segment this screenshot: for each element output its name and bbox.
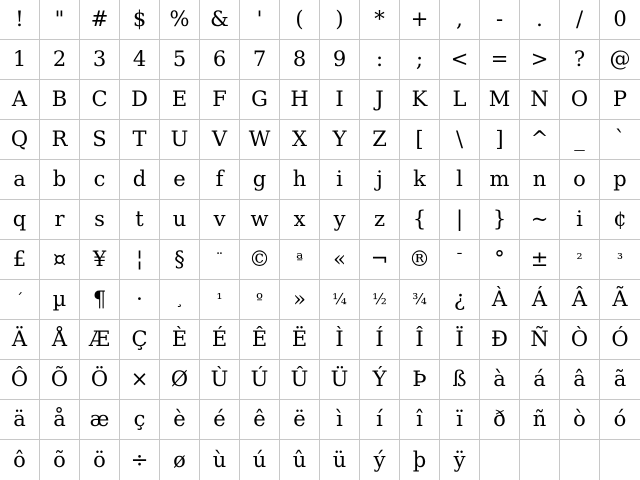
glyph-cell[interactable] [520, 440, 560, 480]
glyph-cell[interactable]: N [520, 80, 560, 120]
glyph-cell[interactable]: µ [40, 280, 80, 320]
glyph-cell[interactable]: ® [400, 240, 440, 280]
glyph-cell[interactable]: È [160, 320, 200, 360]
glyph-cell[interactable]: Â [560, 280, 600, 320]
glyph-cell[interactable]: Ä [0, 320, 40, 360]
glyph-cell[interactable]: ( [280, 0, 320, 40]
glyph-cell[interactable]: ¸ [160, 280, 200, 320]
glyph-cell[interactable]: o [560, 160, 600, 200]
glyph-cell[interactable]: r [40, 200, 80, 240]
glyph-cell[interactable]: U [160, 120, 200, 160]
glyph-cell[interactable]: w [240, 200, 280, 240]
glyph-cell[interactable]: ³ [600, 240, 640, 280]
glyph-cell[interactable]: ù [200, 440, 240, 480]
glyph-cell[interactable]: d [120, 160, 160, 200]
glyph-cell[interactable]: , [440, 0, 480, 40]
glyph-cell[interactable]: " [40, 0, 80, 40]
glyph-cell[interactable]: ? [560, 40, 600, 80]
glyph-cell[interactable]: j [360, 160, 400, 200]
glyph-cell[interactable]: G [240, 80, 280, 120]
glyph-cell[interactable]: g [240, 160, 280, 200]
glyph-cell[interactable]: » [280, 280, 320, 320]
glyph-cell[interactable]: ý [360, 440, 400, 480]
glyph-cell[interactable] [600, 440, 640, 480]
glyph-cell[interactable]: b [40, 160, 80, 200]
glyph-cell[interactable]: S [80, 120, 120, 160]
glyph-cell[interactable]: f [200, 160, 240, 200]
glyph-cell[interactable]: ¨ [200, 240, 240, 280]
glyph-cell[interactable]: ¼ [320, 280, 360, 320]
glyph-cell[interactable]: ÿ [440, 440, 480, 480]
glyph-cell[interactable]: x [280, 200, 320, 240]
glyph-cell[interactable]: 0 [600, 0, 640, 40]
glyph-cell[interactable]: ú [240, 440, 280, 480]
glyph-cell[interactable]: · [120, 280, 160, 320]
glyph-cell[interactable]: $ [120, 0, 160, 40]
glyph-cell[interactable]: T [120, 120, 160, 160]
glyph-cell[interactable]: ¾ [400, 280, 440, 320]
glyph-cell[interactable]: X [280, 120, 320, 160]
glyph-cell[interactable]: ' [240, 0, 280, 40]
glyph-cell[interactable]: q [0, 200, 40, 240]
glyph-cell[interactable]: £ [0, 240, 40, 280]
glyph-cell[interactable]: × [120, 360, 160, 400]
glyph-cell[interactable]: Û [280, 360, 320, 400]
glyph-cell[interactable]: V [200, 120, 240, 160]
glyph-cell[interactable]: u [160, 200, 200, 240]
glyph-cell[interactable]: ¿ [440, 280, 480, 320]
glyph-cell[interactable]: è [160, 400, 200, 440]
glyph-cell[interactable]: Ó [600, 320, 640, 360]
glyph-cell[interactable]: - [480, 0, 520, 40]
glyph-cell[interactable]: ¦ [120, 240, 160, 280]
glyph-cell[interactable]: D [120, 80, 160, 120]
glyph-cell[interactable]: # [80, 0, 120, 40]
glyph-cell[interactable]: ¢ [600, 200, 640, 240]
glyph-cell[interactable]: « [320, 240, 360, 280]
glyph-cell[interactable]: Q [0, 120, 40, 160]
glyph-cell[interactable]: : [360, 40, 400, 80]
glyph-cell[interactable]: ï [440, 400, 480, 440]
glyph-cell[interactable]: P [600, 80, 640, 120]
glyph-cell[interactable]: É [200, 320, 240, 360]
glyph-cell[interactable]: ¤ [40, 240, 80, 280]
glyph-cell[interactable]: õ [40, 440, 80, 480]
glyph-cell[interactable]: à [480, 360, 520, 400]
glyph-cell[interactable]: ½ [360, 280, 400, 320]
glyph-cell[interactable]: k [400, 160, 440, 200]
glyph-cell[interactable]: h [280, 160, 320, 200]
glyph-cell[interactable]: { [400, 200, 440, 240]
glyph-cell[interactable]: § [160, 240, 200, 280]
glyph-cell[interactable]: H [280, 80, 320, 120]
glyph-cell[interactable]: Å [40, 320, 80, 360]
glyph-cell[interactable]: Z [360, 120, 400, 160]
glyph-cell[interactable]: ª [280, 240, 320, 280]
glyph-cell[interactable]: ç [120, 400, 160, 440]
glyph-cell[interactable]: ~ [520, 200, 560, 240]
glyph-cell[interactable]: Þ [400, 360, 440, 400]
glyph-cell[interactable]: ´ [0, 280, 40, 320]
glyph-cell[interactable]: é [200, 400, 240, 440]
glyph-cell[interactable]: ¬ [360, 240, 400, 280]
glyph-cell[interactable]: Ù [200, 360, 240, 400]
glyph-cell[interactable]: | [440, 200, 480, 240]
glyph-cell[interactable]: Ã [600, 280, 640, 320]
glyph-cell[interactable]: R [40, 120, 80, 160]
glyph-cell[interactable]: z [360, 200, 400, 240]
glyph-cell[interactable]: ò [560, 400, 600, 440]
glyph-cell[interactable]: ] [480, 120, 520, 160]
glyph-cell[interactable]: ô [0, 440, 40, 480]
glyph-cell[interactable]: â [560, 360, 600, 400]
glyph-cell[interactable]: Ò [560, 320, 600, 360]
glyph-cell[interactable]: I [320, 80, 360, 120]
glyph-cell[interactable]: ^ [520, 120, 560, 160]
glyph-cell[interactable]: l [440, 160, 480, 200]
glyph-cell[interactable]: ð [480, 400, 520, 440]
glyph-cell[interactable]: á [520, 360, 560, 400]
glyph-cell[interactable]: . [520, 0, 560, 40]
glyph-cell[interactable]: O [560, 80, 600, 120]
glyph-cell[interactable]: 5 [160, 40, 200, 80]
glyph-cell[interactable]: Æ [80, 320, 120, 360]
glyph-cell[interactable]: Í [360, 320, 400, 360]
glyph-cell[interactable]: ² [560, 240, 600, 280]
glyph-cell[interactable]: _ [560, 120, 600, 160]
glyph-cell[interactable]: Õ [40, 360, 80, 400]
glyph-cell[interactable]: K [400, 80, 440, 120]
glyph-cell[interactable]: ë [280, 400, 320, 440]
glyph-cell[interactable]: Ï [440, 320, 480, 360]
glyph-cell[interactable]: 8 [280, 40, 320, 80]
glyph-cell[interactable]: e [160, 160, 200, 200]
glyph-cell[interactable]: æ [80, 400, 120, 440]
glyph-cell[interactable]: M [480, 80, 520, 120]
glyph-cell[interactable]: Y [320, 120, 360, 160]
glyph-cell[interactable]: n [520, 160, 560, 200]
glyph-cell[interactable]: < [440, 40, 480, 80]
glyph-cell[interactable]: ü [320, 440, 360, 480]
glyph-cell[interactable]: C [80, 80, 120, 120]
glyph-cell[interactable]: ; [400, 40, 440, 80]
glyph-cell[interactable]: ` [600, 120, 640, 160]
glyph-cell[interactable]: ì [320, 400, 360, 440]
glyph-cell[interactable]: Ç [120, 320, 160, 360]
glyph-cell[interactable]: 2 [40, 40, 80, 80]
glyph-cell[interactable]: ° [480, 240, 520, 280]
glyph-cell[interactable]: ø [160, 440, 200, 480]
glyph-cell[interactable]: ä [0, 400, 40, 440]
glyph-cell[interactable]: % [160, 0, 200, 40]
glyph-cell[interactable]: a [0, 160, 40, 200]
glyph-cell[interactable]: Ë [280, 320, 320, 360]
glyph-cell[interactable]: t [120, 200, 160, 240]
glyph-cell[interactable]: þ [400, 440, 440, 480]
glyph-cell[interactable]: À [480, 280, 520, 320]
glyph-cell[interactable]: c [80, 160, 120, 200]
glyph-cell[interactable]: y [320, 200, 360, 240]
glyph-cell[interactable]: Ö [80, 360, 120, 400]
glyph-cell[interactable]: E [160, 80, 200, 120]
glyph-cell[interactable]: * [360, 0, 400, 40]
glyph-cell[interactable]: J [360, 80, 400, 120]
glyph-cell[interactable]: / [560, 0, 600, 40]
glyph-cell[interactable]: ê [240, 400, 280, 440]
glyph-cell[interactable]: 4 [120, 40, 160, 80]
glyph-cell[interactable]: Ì [320, 320, 360, 360]
glyph-cell[interactable]: v [200, 200, 240, 240]
glyph-cell[interactable]: L [440, 80, 480, 120]
glyph-cell[interactable]: W [240, 120, 280, 160]
glyph-cell[interactable]: \ [440, 120, 480, 160]
glyph-cell[interactable]: F [200, 80, 240, 120]
glyph-cell[interactable]: ö [80, 440, 120, 480]
glyph-cell[interactable]: Á [520, 280, 560, 320]
glyph-cell[interactable]: + [400, 0, 440, 40]
glyph-cell[interactable]: Ê [240, 320, 280, 360]
glyph-cell[interactable]: B [40, 80, 80, 120]
glyph-cell[interactable]: 1 [0, 40, 40, 80]
glyph-cell[interactable]: ! [0, 0, 40, 40]
glyph-cell[interactable] [480, 440, 520, 480]
glyph-cell[interactable]: 7 [240, 40, 280, 80]
glyph-cell[interactable]: ¯ [440, 240, 480, 280]
glyph-cell[interactable]: ) [320, 0, 360, 40]
glyph-cell[interactable]: ÷ [120, 440, 160, 480]
glyph-cell[interactable]: Ú [240, 360, 280, 400]
glyph-cell[interactable]: ¥ [80, 240, 120, 280]
glyph-cell[interactable]: [ [400, 120, 440, 160]
glyph-cell[interactable]: Î [400, 320, 440, 360]
glyph-cell[interactable] [560, 440, 600, 480]
glyph-cell[interactable]: ¹ [200, 280, 240, 320]
glyph-cell[interactable]: ó [600, 400, 640, 440]
glyph-cell[interactable]: Ø [160, 360, 200, 400]
glyph-cell[interactable]: å [40, 400, 80, 440]
glyph-cell[interactable]: © [240, 240, 280, 280]
glyph-cell[interactable]: ñ [520, 400, 560, 440]
glyph-cell[interactable]: ¶ [80, 280, 120, 320]
glyph-cell[interactable]: 6 [200, 40, 240, 80]
glyph-cell[interactable]: i [320, 160, 360, 200]
glyph-cell[interactable]: í [360, 400, 400, 440]
glyph-cell[interactable]: û [280, 440, 320, 480]
glyph-cell[interactable]: i [560, 200, 600, 240]
glyph-cell[interactable]: @ [600, 40, 640, 80]
glyph-cell[interactable]: Ñ [520, 320, 560, 360]
glyph-cell[interactable]: 9 [320, 40, 360, 80]
glyph-cell[interactable]: Ü [320, 360, 360, 400]
glyph-cell[interactable]: m [480, 160, 520, 200]
glyph-cell[interactable]: } [480, 200, 520, 240]
glyph-cell[interactable]: Ð [480, 320, 520, 360]
glyph-cell[interactable]: & [200, 0, 240, 40]
glyph-cell[interactable]: Ý [360, 360, 400, 400]
glyph-cell[interactable]: s [80, 200, 120, 240]
glyph-cell[interactable]: = [480, 40, 520, 80]
glyph-cell[interactable]: ± [520, 240, 560, 280]
glyph-cell[interactable]: ß [440, 360, 480, 400]
glyph-cell[interactable]: ã [600, 360, 640, 400]
glyph-cell[interactable]: î [400, 400, 440, 440]
glyph-cell[interactable]: 3 [80, 40, 120, 80]
glyph-cell[interactable]: A [0, 80, 40, 120]
glyph-cell[interactable]: Ô [0, 360, 40, 400]
glyph-cell[interactable]: p [600, 160, 640, 200]
glyph-cell[interactable]: º [240, 280, 280, 320]
glyph-cell[interactable]: > [520, 40, 560, 80]
